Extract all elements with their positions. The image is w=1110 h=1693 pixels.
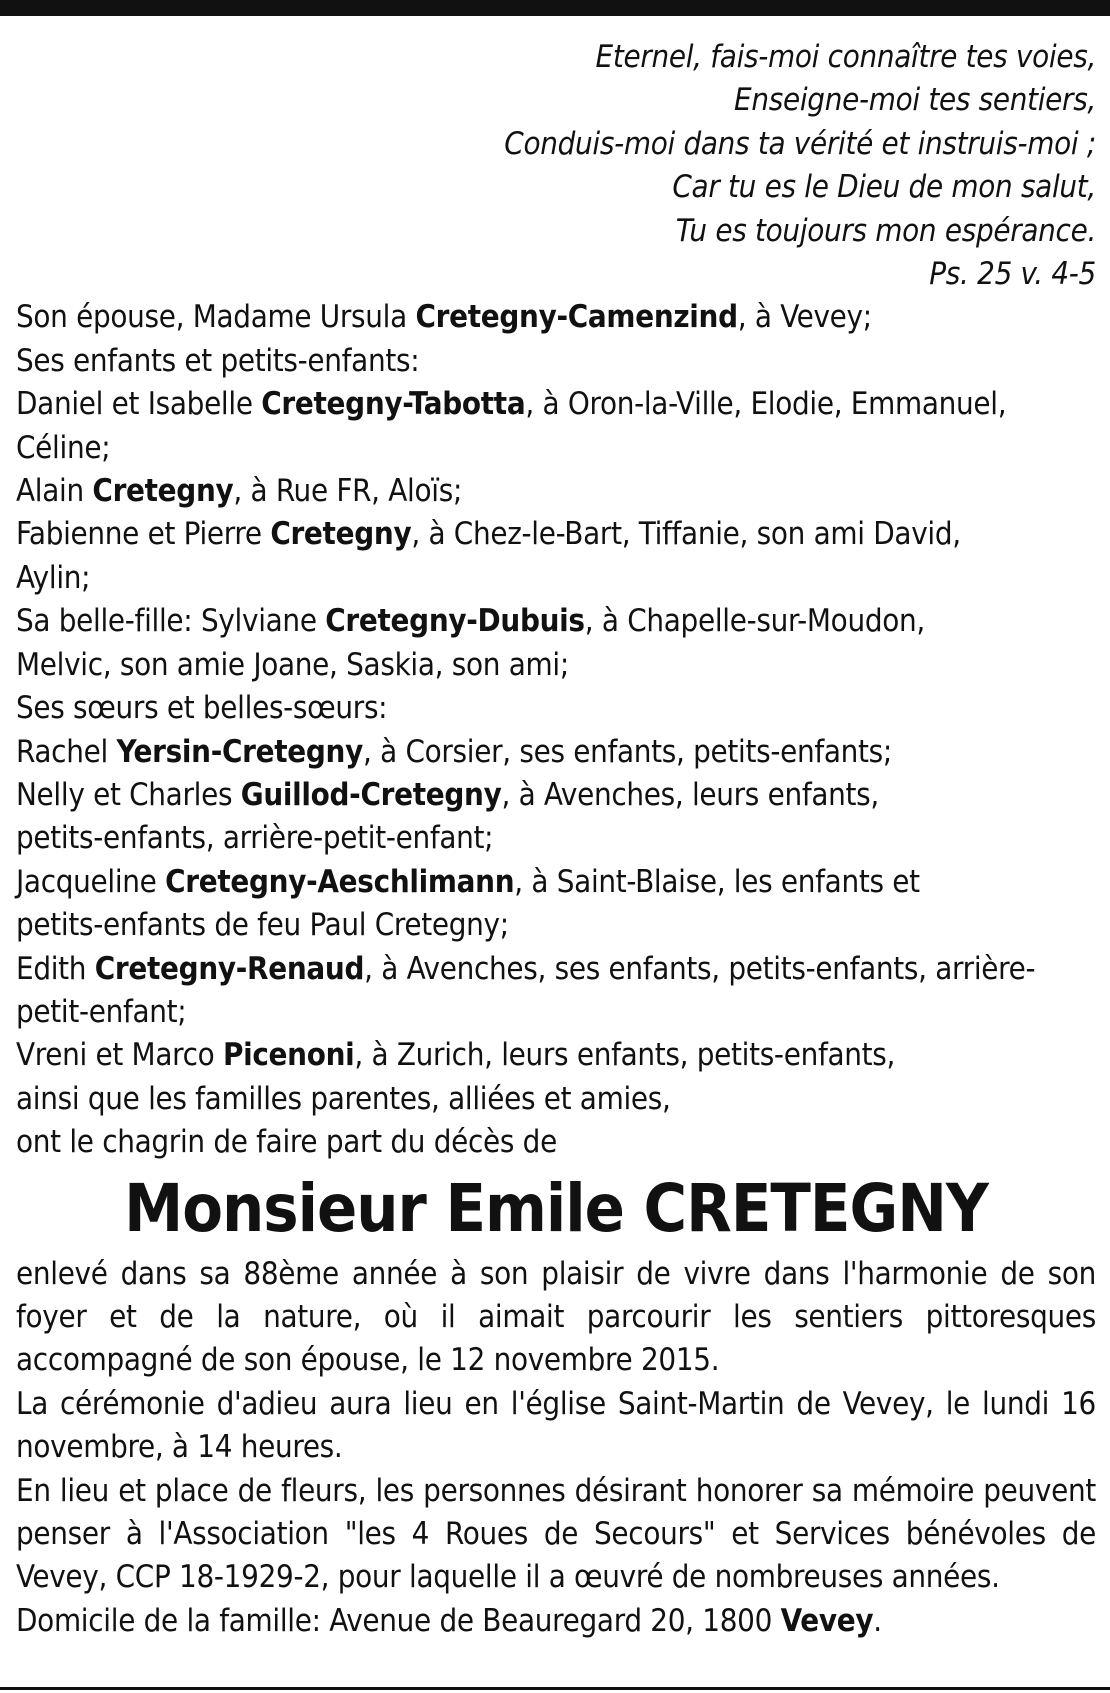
sister-entry: Jacqueline Cretegny-Aeschlimann, à Saint-Blaise, les enfants et: [16, 863, 920, 900]
child-entry-cont: Céline;: [16, 429, 111, 466]
sister-entry: Nelly et Charles Guillod-Cretegny, à Avenches, leurs enfants,: [16, 776, 879, 813]
family-name: Cretegny-Renaud: [94, 950, 365, 987]
child-entry: Alain Cretegny, à Rue FR, Aloïs;: [16, 473, 463, 510]
family-name: Cretegny-Dubuis: [325, 603, 585, 640]
family-name: Cretegny: [92, 473, 234, 510]
ceremony-paragraph: La cérémonie d'adieu aura lieu en l'église Saint-Martin de Vevey, le lundi 16 novembre, à 14 heures.: [16, 1385, 1096, 1466]
donation-paragraph: En lieu et place de fleurs, les personnes désirant honorer sa mémoire peuvent penser à l'Association "les 4 Roues de Secours" et Services bénévoles de Vevey, CCP 18-1929-2, pour laquelle il a œuvré de nombreuses années.: [16, 1472, 1096, 1596]
family-name: Cretegny-Aeschlimann: [165, 863, 515, 900]
child-entry: Fabienne et Pierre Cretegny, à Chez-le-Bart, Tiffanie, son ami David,: [16, 516, 961, 553]
closing-line: ont le chagrin de faire part du décès de: [16, 1124, 557, 1161]
sister-entry-cont: petit-enfant;: [16, 993, 187, 1030]
family-name: Guillod-Cretegny: [240, 776, 502, 813]
wife-name: Cretegny-Camenzind: [415, 299, 738, 336]
deceased-name: Monsieur Emile CRETEGNY: [124, 1169, 988, 1247]
sister-entry: Edith Cretegny-Renaud, à Avenches, ses enfants, petits-enfants, arrière-: [16, 950, 1036, 987]
sister-entry-cont: petits-enfants, arrière-petit-enfant;: [16, 820, 494, 857]
closing-line: ainsi que les familles parentes, alliées et amies,: [16, 1080, 671, 1117]
daughter-in-law-entry-cont: Melvic, son amie Joane, Saskia, son ami;: [16, 646, 569, 683]
family-name: Cretegny-Tabotta: [261, 386, 526, 423]
top-border-rule: [0, 0, 1110, 16]
family-address: Domicile de la famille: Avenue de Beauregard 20, 1800 Vevey.: [16, 1602, 882, 1639]
obituary-notice: [16, 36, 1096, 1643]
verse-reference: Ps. 25 v. 4-5: [929, 256, 1096, 293]
child-entry: Daniel et Isabelle Cretegny-Tabotta, à Oron-la-Ville, Elodie, Emmanuel,: [16, 386, 1007, 423]
verse-line: Tu es toujours mon espérance.: [675, 212, 1096, 249]
psalm-verse: [16, 36, 1096, 296]
bottom-border-rule: [0, 1687, 1110, 1690]
daughter-in-law-entry: Sa belle-fille: Sylviane Cretegny-Dubuis, à Chapelle-sur-Moudon,: [16, 603, 925, 640]
death-paragraph: enlevé dans sa 88ème année à son plaisir de vivre dans l'harmonie de son foyer et de la nature, où il aimait parcourir les sentiers pittoresques accompagné de son épouse, le 12 novembre 2015.: [16, 1255, 1096, 1379]
child-entry-cont: Aylin;: [16, 559, 91, 596]
address-city: Vevey: [780, 1602, 874, 1639]
obituary-body: [16, 1253, 1096, 1644]
family-name: Cretegny: [270, 516, 412, 553]
verse-line: Conduis-moi dans ta vérité et instruis-moi ;: [504, 125, 1096, 162]
verse-line: Enseigne-moi tes sentiers,: [734, 82, 1096, 119]
sister-entry: Rachel Yersin-Cretegny, à Corsier, ses enfants, petits-enfants;: [16, 733, 893, 770]
family-name: Yersin-Cretegny: [116, 733, 363, 770]
sister-entry: Vreni et Marco Picenoni, à Zurich, leurs enfants, petits-enfants,: [16, 1037, 896, 1074]
family-name: Picenoni: [222, 1037, 355, 1074]
verse-line: Eternel, fais-moi connaître tes voies,: [595, 39, 1096, 75]
family-list: [16, 296, 1096, 1164]
verse-line: Car tu es le Dieu de mon salut,: [672, 169, 1096, 206]
children-heading: Ses enfants et petits-enfants:: [16, 342, 420, 379]
wife-entry: Son épouse, Madame Ursula Cretegny-Camenzind, à Vevey;: [16, 299, 872, 336]
sister-entry-cont: petits-enfants de feu Paul Cretegny;: [16, 907, 509, 944]
sisters-heading: Ses sœurs et belles-sœurs:: [16, 690, 388, 727]
